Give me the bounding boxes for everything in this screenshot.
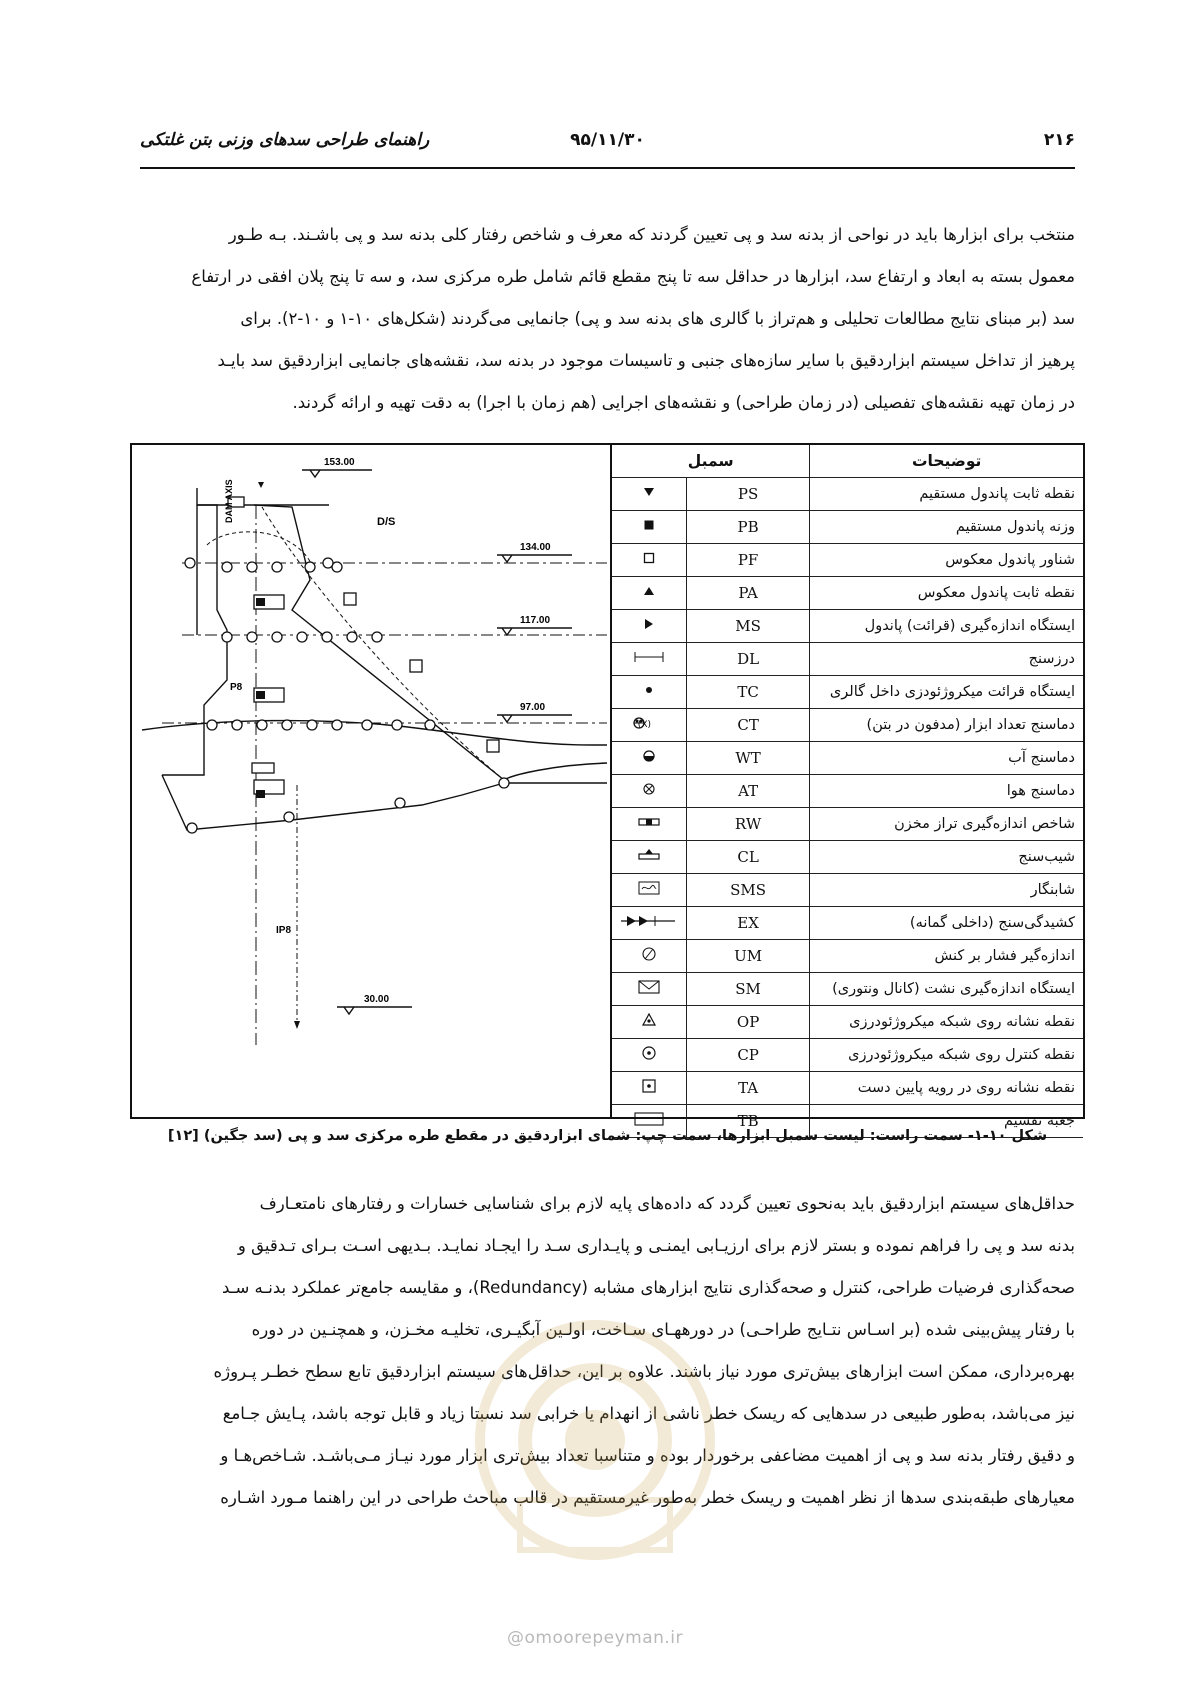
legend-icon-note: (X) bbox=[637, 720, 651, 730]
legend-symbol-cell bbox=[612, 709, 686, 742]
target-triangle-icon bbox=[614, 1006, 684, 1034]
paragraph-line: و دقیق رفتار بدنه سد و پی از اهمیت مضاعفی برخوردار بوده و متناسبا تعداد بیش‌تری ابزار مورد نیـاز مـی‌باشـد. شـاخص‌هـا و bbox=[220, 1446, 1075, 1465]
legend-symbol-cell bbox=[612, 1039, 686, 1072]
legend-body bbox=[612, 478, 1083, 1138]
legend-symbol-cell bbox=[612, 676, 686, 709]
symbol-legend bbox=[610, 445, 1083, 1130]
legend-description: نقطه ثابت پاندول معکوس bbox=[810, 577, 1083, 610]
legend-row bbox=[612, 709, 1083, 742]
legend-symbol-cell bbox=[612, 775, 686, 808]
elevation-label: 117.00 bbox=[520, 615, 551, 626]
dam-section-drawing bbox=[132, 445, 610, 1117]
paragraph-line: معمول بسته به ابعاد و ارتفاع سد، ابزارها در حداقل سه تا پنج مقطع قائم شامل طره مرکزی سد، و سه تا پنج پلان افقی در ارتفاع bbox=[191, 267, 1075, 286]
dam-axis-label: DAM AXIS bbox=[224, 479, 234, 523]
paragraph-line: معیارهای طبقه‌بندی سدها از نظر اهمیت و ریسک خطر به‌طور غیرمستقیم در قالب مباحث طراحی در این راهنما مـورد اشـاره bbox=[220, 1488, 1075, 1507]
legend-row bbox=[612, 973, 1083, 1006]
running-header bbox=[140, 130, 1075, 164]
legend-code: TB bbox=[686, 1105, 810, 1138]
p8-label: P8 bbox=[230, 682, 243, 693]
paragraph-line: نیز می‌باشد، به‌طور طبیعی در سدهایی که ریسک خطر ناشی از انهدام یا خرابی سد نسبتا زیاد و قابل توجه باشد، پـایش جـامع bbox=[222, 1404, 1075, 1423]
clinometer-icon bbox=[614, 841, 684, 869]
legend-description: شناور پاندول معکوس bbox=[810, 544, 1083, 577]
elevation-label: 30.00 bbox=[364, 994, 390, 1005]
legend-row bbox=[612, 940, 1083, 973]
reservoir-gauge-icon bbox=[614, 808, 684, 836]
legend-description: ایستگاه قرائت میکروژئودزی داخل گالری bbox=[810, 676, 1083, 709]
uplift-meter-icon bbox=[614, 940, 684, 968]
legend-row bbox=[612, 676, 1083, 709]
legend-description: کشیدگی‌سنج (داخلی گمانه) bbox=[810, 907, 1083, 940]
legend-symbol-cell bbox=[612, 973, 686, 1006]
ds-label: D/S bbox=[377, 516, 396, 528]
figure-caption: شکل ۱۰-۱- سمت راست: لیست سمبل ابزارها، سمت چپ: شمای ابزاردقیق در مقطع طره مرکزی سد و پی (سد جگین) [۱۲] bbox=[167, 1128, 1048, 1144]
header-date: ۹۵/۱۱/۳۰ bbox=[570, 130, 645, 150]
legend-code: AT bbox=[686, 775, 810, 808]
legend-code: EX bbox=[686, 907, 810, 940]
legend-symbol-cell bbox=[612, 544, 686, 577]
legend-code: CT bbox=[686, 709, 810, 742]
paragraph-1 bbox=[140, 214, 1075, 424]
legend-symbol-cell bbox=[612, 577, 686, 610]
legend-code: PS bbox=[686, 478, 810, 511]
legend-code: PA bbox=[686, 577, 810, 610]
legend-row bbox=[612, 874, 1083, 907]
legend-code: SM bbox=[686, 973, 810, 1006]
legend-description: ایستگاه اندازه‌گیری (قرائت) پاندول bbox=[810, 610, 1083, 643]
legend-row bbox=[612, 1039, 1083, 1072]
legend-row bbox=[612, 1072, 1083, 1105]
seepage-weir-icon bbox=[614, 973, 684, 1001]
legend-code: DL bbox=[686, 643, 810, 676]
paragraph-line: با رفتار پیش‌بینی شده (بر اسـاس نتـایج طراحـی) در دورههـای سـاخت، اولـین آبگیـری، تخلیـه مخـزن، و همچنـین در دوره bbox=[251, 1320, 1075, 1339]
legend-description: جعبه تقسیم bbox=[810, 1105, 1083, 1138]
legend-description: درزسنج bbox=[810, 643, 1083, 676]
page-number: ۲۱۶ bbox=[1043, 130, 1075, 150]
elevation-label: 153.00 bbox=[324, 457, 355, 468]
legend-description: نقطه ثابت پاندول مستقیم bbox=[810, 478, 1083, 511]
legend-description: نقطه نشانه روی شبکه میکروژئودرزی bbox=[810, 1006, 1083, 1039]
legend-description: شابنگار bbox=[810, 874, 1083, 907]
legend-symbol-cell bbox=[612, 940, 686, 973]
legend-header-symbol: سمبل bbox=[612, 445, 810, 478]
elevation-label: 97.00 bbox=[520, 702, 546, 713]
legend-description: دماسنج آب bbox=[810, 742, 1083, 775]
seismograph-icon bbox=[614, 874, 684, 902]
legend-code: TC bbox=[686, 676, 810, 709]
legend-row bbox=[612, 610, 1083, 643]
legend-code: SMS bbox=[686, 874, 810, 907]
legend-code: CP bbox=[686, 1039, 810, 1072]
legend-description: ایستگاه اندازه‌گیری نشت (کانال ونتوری) bbox=[810, 973, 1083, 1006]
legend-code: TA bbox=[686, 1072, 810, 1105]
legend-symbol-cell bbox=[612, 610, 686, 643]
legend-symbol-cell bbox=[612, 478, 686, 511]
paragraph-line: در زمان تهیه نقشه‌های تفصیلی (در زمان طراحی) و نقشه‌های اجرایی (هم زمان با اجرا) به دقت تهیه و ارائه گردند. bbox=[292, 393, 1075, 412]
legend-symbol-cell bbox=[612, 841, 686, 874]
legend-row bbox=[612, 742, 1083, 775]
down-triangle-icon bbox=[614, 478, 684, 506]
paragraph-line: بدنه سد و پی را فراهم نموده و بستر لازم برای ارزیـابی ایمنـی و پایـداری سـد را ایجـاد نمایـد. بـدیهی اسـت بـرای تـدقیق و bbox=[237, 1236, 1075, 1255]
legend-symbol-cell bbox=[612, 643, 686, 676]
legend-row bbox=[612, 1006, 1083, 1039]
watermark-logo-icon bbox=[460, 1300, 730, 1580]
water-thermometer-icon bbox=[614, 742, 684, 770]
air-thermometer-icon bbox=[614, 775, 684, 803]
legend-description: شیب‌سنج bbox=[810, 841, 1083, 874]
up-triangle-icon bbox=[614, 577, 684, 605]
legend-row bbox=[612, 577, 1083, 610]
legend-row bbox=[612, 808, 1083, 841]
paragraph-line: صحه‌گذاری فرضیات طراحی، کنترل و صحه‌گذاری نتایج ابزارهای مشابه (Redundancy)، و مقایسه جامع‌تر عملکرد بدنـه سـد bbox=[221, 1278, 1075, 1297]
legend-row bbox=[612, 511, 1083, 544]
legend-symbol-cell bbox=[612, 1006, 686, 1039]
legend-code: MS bbox=[686, 610, 810, 643]
header-rule bbox=[140, 167, 1075, 169]
legend-description: نقطه کنترل روی شبکه میکروژئودرزی bbox=[810, 1039, 1083, 1072]
legend-header-desc: توضیحات bbox=[810, 445, 1083, 478]
paragraph-line: منتخب برای ابزارها باید در نواحی از بدنه سد و پی تعیین گردند که معرف و شاخص رفتار کلی بدنه سد و پی باشـند. بـه طـور bbox=[228, 225, 1075, 244]
legend-symbol-cell bbox=[612, 808, 686, 841]
dot-icon bbox=[614, 676, 684, 704]
legend-symbol-cell bbox=[612, 907, 686, 940]
legend-row bbox=[612, 478, 1083, 511]
legend-description: دماسنج هوا bbox=[810, 775, 1083, 808]
hollow-square-icon bbox=[614, 544, 684, 572]
legend-code: UM bbox=[686, 940, 810, 973]
legend-row bbox=[612, 775, 1083, 808]
legend-row bbox=[612, 841, 1083, 874]
paragraph-line: پرهیز از تداخل سیستم ابزاردقیق با سایر سازه‌های جنبی و تاسیسات موجود در بدنه سد، نقشه‌های جانمایی ابزاردقیق سد بایـد bbox=[217, 351, 1075, 370]
legend-symbol-cell bbox=[612, 742, 686, 775]
legend-description: وزنه پاندول مستقیم bbox=[810, 511, 1083, 544]
joint-meter-icon bbox=[614, 643, 684, 671]
legend-description: شاخص اندازه‌گیری تراز مخزن bbox=[810, 808, 1083, 841]
legend-code: PB bbox=[686, 511, 810, 544]
watermark-site: @omoorepeyman.ir bbox=[506, 1628, 684, 1648]
legend-symbol-cell bbox=[612, 511, 686, 544]
paragraph-line: سد (بر مبنای نتایج مطالعات تحلیلی و هم‌تراز با گالری های بدنه سد و پی) جانمایی می‌گردند (شکل‌های ۱۰-۱ و ۱۰-۲). برای bbox=[240, 309, 1075, 328]
legend-row bbox=[612, 544, 1083, 577]
embedded-thermometer-icon bbox=[614, 709, 684, 737]
legend-description: نقطه نشانه روی در رویه پایین دست bbox=[810, 1072, 1083, 1105]
legend-code: PF bbox=[686, 544, 810, 577]
book-title: راهنمای طراحی سدهای وزنی بتن غلتکی bbox=[140, 130, 430, 150]
filled-square-icon bbox=[614, 511, 684, 539]
legend-table bbox=[612, 445, 1083, 1138]
legend-description: اندازه‌گیر فشار بر کنش bbox=[810, 940, 1083, 973]
ip8-label: IP8 bbox=[276, 925, 292, 936]
right-triangle-icon bbox=[614, 610, 684, 638]
control-point-icon bbox=[614, 1039, 684, 1067]
legend-symbol-cell bbox=[612, 874, 686, 907]
surface-target-icon bbox=[614, 1072, 684, 1100]
legend-symbol-cell bbox=[612, 1072, 686, 1105]
legend-code: RW bbox=[686, 808, 810, 841]
legend-description: دماسنج تعداد ابزار (مدفون در بتن) bbox=[810, 709, 1083, 742]
figure-instrumentation bbox=[130, 443, 1085, 1130]
legend-row bbox=[612, 907, 1083, 940]
legend-code: WT bbox=[686, 742, 810, 775]
elevation-label: 134.00 bbox=[520, 542, 551, 553]
legend-row bbox=[612, 643, 1083, 676]
extensometer-icon bbox=[614, 907, 684, 935]
paragraph-line: حداقل‌های سیستم ابزاردقیق باید به‌نحوی تعیین گردد که داده‌های پایه لازم برای شناسایی خسارات و رفتارهای نامتعـارف bbox=[259, 1194, 1075, 1213]
paragraph-line: بهره‌برداری، ممکن است ابزارهای بیش‌تری مورد نیاز باشند. علاوه بر این، حداقل‌های سیستم ابزاردقیق تابع سطح خطـر پـروژه bbox=[213, 1362, 1075, 1381]
legend-code: CL bbox=[686, 841, 810, 874]
legend-code: OP bbox=[686, 1006, 810, 1039]
